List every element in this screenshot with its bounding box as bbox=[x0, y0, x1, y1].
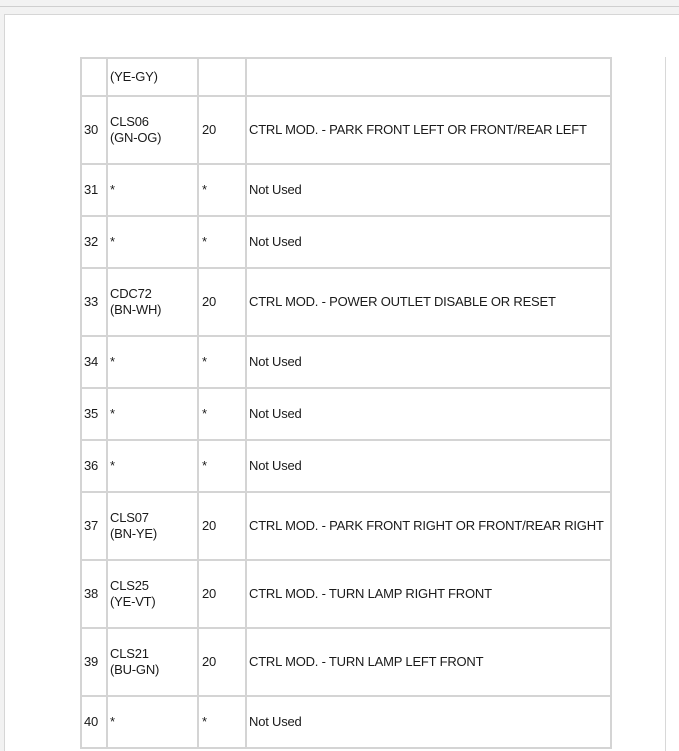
pin-cell: 35 bbox=[81, 388, 107, 440]
description-cell: Not Used bbox=[246, 388, 611, 440]
gauge-cell bbox=[198, 58, 246, 96]
circuit-code: * bbox=[110, 714, 115, 729]
description-cell: Not Used bbox=[246, 696, 611, 748]
gauge-cell: * bbox=[198, 336, 246, 388]
wire-color: (YE-GY) bbox=[110, 69, 158, 84]
gauge-cell: 20 bbox=[198, 96, 246, 164]
table-row bbox=[81, 216, 611, 268]
description-cell: Not Used bbox=[246, 164, 611, 216]
circuit-cell bbox=[107, 216, 198, 268]
circuit-code: * bbox=[110, 406, 115, 421]
gauge-cell: * bbox=[198, 696, 246, 748]
pin-cell: 37 bbox=[81, 492, 107, 560]
description-cell: CTRL MOD. - TURN LAMP LEFT FRONT bbox=[246, 628, 611, 696]
gauge-cell: 20 bbox=[198, 628, 246, 696]
gauge-cell: * bbox=[198, 164, 246, 216]
pin-cell: 34 bbox=[81, 336, 107, 388]
circuit-cell bbox=[107, 628, 198, 696]
table-row bbox=[81, 560, 611, 628]
description-cell: CTRL MOD. - TURN LAMP RIGHT FRONT bbox=[246, 560, 611, 628]
circuit-code: CLS07 bbox=[110, 510, 149, 525]
wire-color: (BN-YE) bbox=[110, 526, 157, 541]
gauge-cell: * bbox=[198, 216, 246, 268]
circuit-cell bbox=[107, 96, 198, 164]
circuit-code: * bbox=[110, 354, 115, 369]
table-row bbox=[81, 440, 611, 492]
table-row bbox=[81, 628, 611, 696]
circuit-cell bbox=[107, 696, 198, 748]
content-panel bbox=[4, 14, 679, 751]
description-cell: Not Used bbox=[246, 336, 611, 388]
circuit-cell bbox=[107, 492, 198, 560]
gauge-cell: 20 bbox=[198, 268, 246, 336]
description-cell: Not Used bbox=[246, 440, 611, 492]
circuit-cell bbox=[107, 440, 198, 492]
table-row bbox=[81, 58, 611, 96]
pin-cell: 32 bbox=[81, 216, 107, 268]
top-divider bbox=[0, 6, 679, 7]
circuit-cell bbox=[107, 164, 198, 216]
wire-color: (GN-OG) bbox=[110, 130, 162, 145]
pin-cell: 30 bbox=[81, 96, 107, 164]
description-cell: CTRL MOD. - PARK FRONT LEFT OR FRONT/REAR LEFT bbox=[246, 96, 611, 164]
wire-color: (YE-VT) bbox=[110, 594, 156, 609]
connector-pinout-table bbox=[80, 57, 612, 749]
circuit-code: CLS06 bbox=[110, 114, 149, 129]
pin-cell: 40 bbox=[81, 696, 107, 748]
table-row bbox=[81, 492, 611, 560]
table-row bbox=[81, 164, 611, 216]
pinout-table-body bbox=[81, 58, 611, 748]
pin-cell: 31 bbox=[81, 164, 107, 216]
table-row bbox=[81, 388, 611, 440]
gauge-cell: 20 bbox=[198, 492, 246, 560]
circuit-code: * bbox=[110, 182, 115, 197]
pin-cell: 36 bbox=[81, 440, 107, 492]
circuit-code: CLS25 bbox=[110, 578, 149, 593]
circuit-cell bbox=[107, 268, 198, 336]
circuit-cell bbox=[107, 336, 198, 388]
circuit-cell bbox=[107, 388, 198, 440]
table-row bbox=[81, 268, 611, 336]
description-cell: Not Used bbox=[246, 216, 611, 268]
circuit-code: * bbox=[110, 458, 115, 473]
description-cell: CTRL MOD. - PARK FRONT RIGHT OR FRONT/REAR RIGHT bbox=[246, 492, 611, 560]
table-row bbox=[81, 336, 611, 388]
circuit-code: * bbox=[110, 234, 115, 249]
description-cell bbox=[246, 58, 611, 96]
pin-cell bbox=[81, 58, 107, 96]
pin-cell: 39 bbox=[81, 628, 107, 696]
circuit-cell bbox=[107, 58, 198, 96]
gauge-cell: 20 bbox=[198, 560, 246, 628]
wire-color: (BU-GN) bbox=[110, 662, 160, 677]
table-row bbox=[81, 96, 611, 164]
gauge-cell: * bbox=[198, 440, 246, 492]
wire-color: (BN-WH) bbox=[110, 302, 162, 317]
gauge-cell: * bbox=[198, 388, 246, 440]
description-cell: CTRL MOD. - POWER OUTLET DISABLE OR RESET bbox=[246, 268, 611, 336]
table-row bbox=[81, 696, 611, 748]
right-divider bbox=[665, 57, 666, 751]
circuit-code: CDC72 bbox=[110, 286, 152, 301]
pin-cell: 33 bbox=[81, 268, 107, 336]
circuit-code: CLS21 bbox=[110, 646, 149, 661]
pin-cell: 38 bbox=[81, 560, 107, 628]
circuit-cell bbox=[107, 560, 198, 628]
